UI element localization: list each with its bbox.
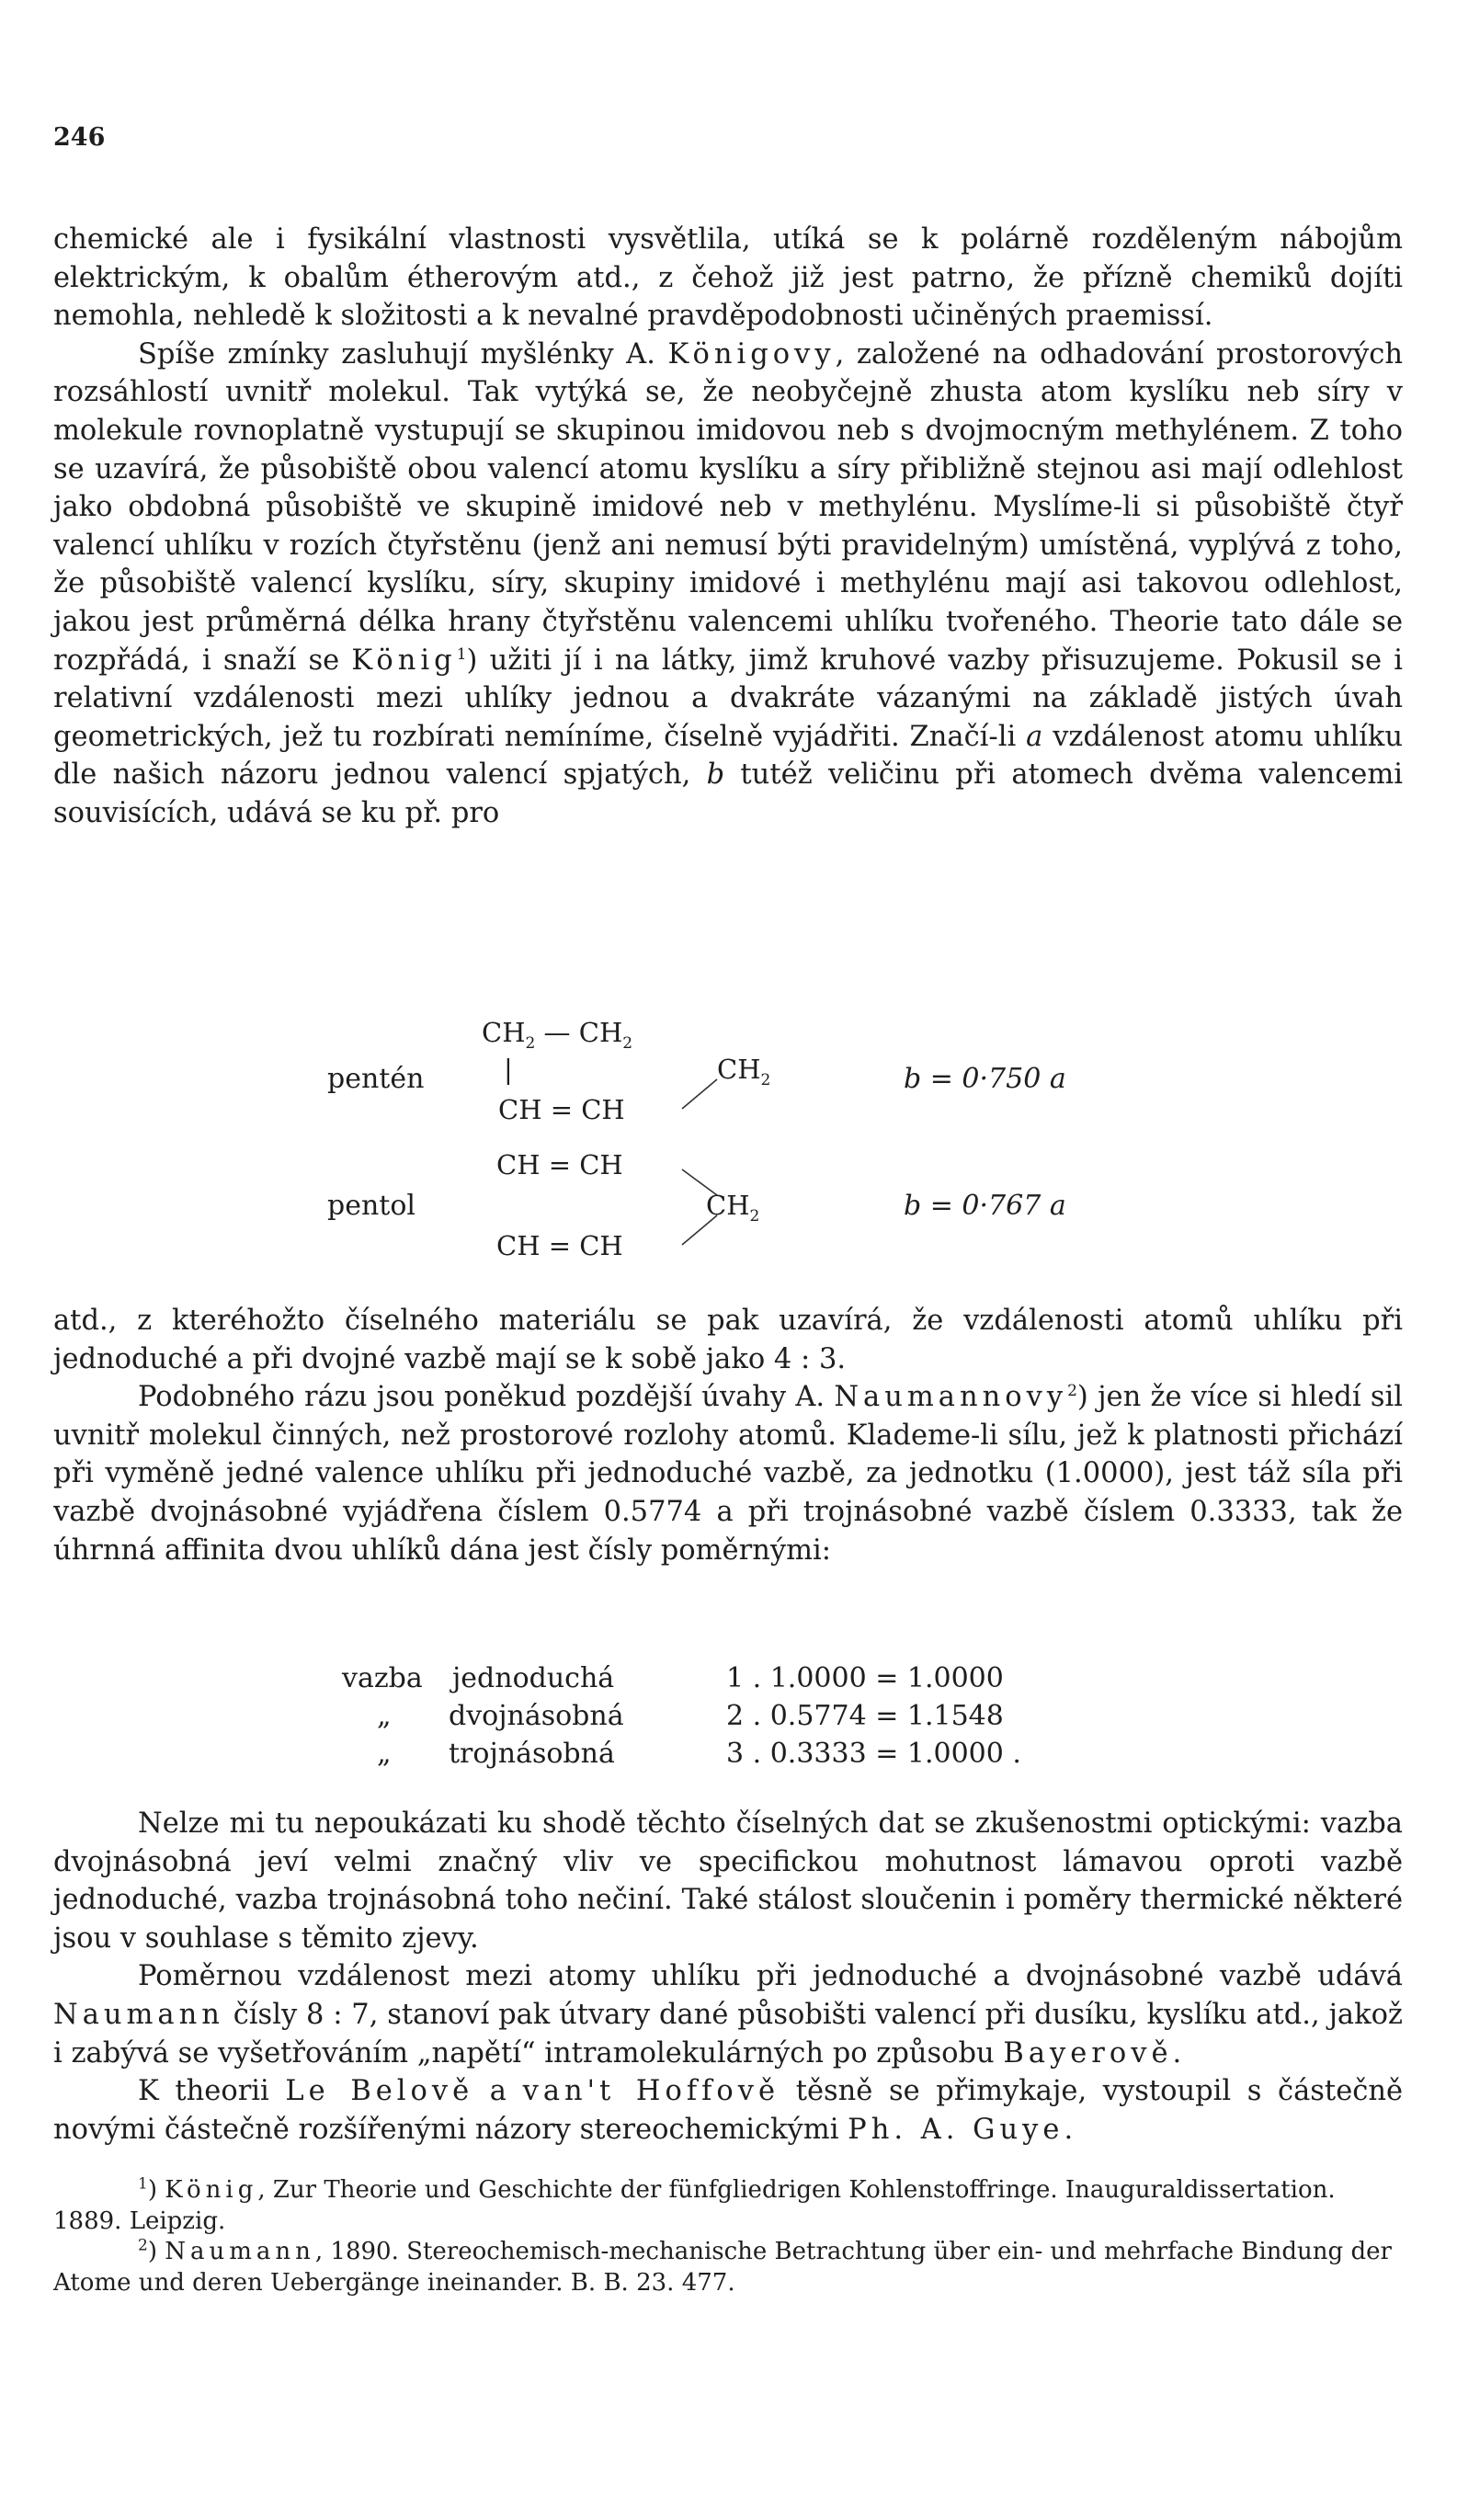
author-name: Bayerově [1003,2036,1173,2070]
affinity-prefix: „ [377,1738,392,1770]
affinity-label: jednoduchá [452,1662,615,1694]
affinity-formula: 1 . 1.0000 = 1.0000 [726,1662,1004,1694]
formula-label-pentol: pentol [327,1190,415,1222]
paragraph-6: Poměrnou vzdálenost mezi atomy uhlíku při jednoduché a dvojnásobné vazbě udává Naumann čísly 8 : 7, stanoví pak útvary dané působišti valencí při dusíku, kyslíku atd., jakož i zabývá se vyšetřováním „napětí“ intramolekulárných po způsobu Bayerově. [53,1960,1403,2070]
bond-line [680,1212,726,1249]
paragraph-4: Podobného rázu jsou poněkud pozdější úvahy A. Naumannovy$^2$) jen že více si hledí sil uvnitř molekul činných, než prostorové rozlohy atomů. Klademe-li sílu, jež k platnosti přichází při vyměně jedné valence uhlíku při jednoduché vazbě, za jednotku (1.0000), jest táž síla při vazbě dvojnásobné vyjádřena číslem 0.5774 a při trojnásobné vazbě číslem 0.3333, tak že úhrnná affinita dvou uhlíků dána jest čísly poměrnými: [53,1381,1403,1567]
formula-label-penten: pentén [327,1063,425,1095]
affinity-prefix: „ [377,1700,392,1732]
author-name: Ph. A. Guye [848,2113,1064,2146]
main-text-bottom [53,1805,1403,2149]
formula-pentol-top: CH = CH [496,1149,623,1180]
affinity-prefix: vazba [342,1662,423,1694]
affinity-label: dvojnásobná [449,1700,624,1732]
page-number: 246 [53,123,106,152]
formula-pentol-right: $CH_2$ [706,1190,760,1226]
formula-penten-right: $CH_2$ [717,1054,771,1089]
affinity-label: trojnásobná [449,1738,615,1770]
author-name: König [351,644,457,677]
formula-value-penten: b = 0·750 a [904,1063,1066,1095]
formula-pentol-bottom: CH = CH [496,1230,623,1261]
paragraph-7: K theorii Le Belově a van't Hoffově těsně se přimykaje, vystoupil s částečně novými částečně rozšířenými názory stereochemickými Ph. A. Guye. [53,2075,1404,2146]
footnote-ref: 2 [1067,1382,1077,1401]
bond-line [680,1076,726,1112]
formula-bond-vertical: | [504,1054,513,1085]
main-text-upper [53,221,1403,833]
affinity-formula: 2 . 0.5774 = 1.1548 [726,1700,1004,1732]
author-name: van't Hoffově [522,2075,780,2108]
paragraph-2: Spíše zmínky zasluhují myšlénky A. Königovy, založené na odhadování prostorových rozsáhlostí uvnitř molekul. Tak vytýká se, že neobyčejně zhusta atom kyslíku neb síry v molekule rovnoplatně vystupují se skupinou imidovou neb s dvojmocným methylénem. Z toho se uzavírá, že působiště obou valencí atomu kyslíku a síry přibližně stejnou asi mají odlehlost jako obdobná působiště ve skupině imidové neb v methylénu. Myslíme-li si působiště čtyř valencí uhlíku v rozích čtyřstěnu (jenž ani nemusí býti pravidelným) umístěná, vyplývá z toho, že působiště valencí kyslíku, síry, skupiny imidové i methylénu mají asi takovou odlehlost, jakou jest průměrná délka hrany čtyřstěnu valencemi uhlíku tvořeného. Theorie tato dále se rozpřádá, i snaží se König$^1$) užiti jí i na látky, jimž kruhové vazby přisuzujeme. Pokusil se i relativní vzdálenosti mezi uhlíky jednou a dvakráte vázanými na základě jistých úvah geometrických, jež tu rozbírati nemíníme, číselně vyjádřiti. Značí-li a vzdálenost atomu uhlíku dle našich názoru jednou valencí spjatých, b tutéž veličinu při atomech dvěma valencemi souvisících, udává se ku př. pro [53,337,1403,829]
paragraph-1: chemické ale i fysikální vlastnosti vysvětlila, utíká se k polárně rozděleným nábojům elektrickým, k obalům étherovým atd., z čehož již jest patrno, že přízně chemiků dojíti nemohla, nehledě k složitosti a k nevalné pravděpodobnosti učiněných praemissí. [53,223,1403,333]
footnotes [53,2175,1403,2298]
footnote: $^1$) König, Zur Theorie und Geschichte der fünfgliedrigen Kohlenstoffringe. Inauguraldissertation. 1889. Leipzig. [53,2174,1336,2235]
formula-value-pentol: b = 0·767 a [904,1190,1066,1222]
author-name: Le Belově [285,2075,474,2108]
author-name: Naumannovy [834,1381,1068,1414]
paragraph-3: atd., z kteréhožto číselného materiálu se pak uzavírá, že vzdálenosti atomů uhlíku při jednoduché a při dvojné vazbě mají se k sobě jako 4 : 3. [53,1305,1403,1375]
author-name: Naumann [53,1998,224,2031]
footnote: $^2$) Naumann, 1890. Stereochemisch-mechanische Betrachtung über ein- und mehrfache Bindung der Atome und deren Uebergänge ineinander. B. B. 23. 477. [53,2236,1392,2297]
author-name: Königovy [667,337,836,371]
footnote-ref: 1 [456,644,467,664]
paragraph-5: Nelze mi tu nepoukázati ku shodě těchto číselných dat se zkušenostmi optickými: vazba dvojnásobná jeví velmi značný vliv ve specifickou mohutnost lámavou oproti vazbě jednoduché, vazba trojnásobná toho nečiní. Také stálost sloučenin i poměry thermické některé jsou v souhlase s těmito zjevy. [53,1807,1403,1955]
main-text-lower [53,1302,1403,1569]
formula-penten-top: $CH_2$ — $CH_2$ [482,1017,633,1053]
affinity-formula: 3 . 0.3333 = 1.0000 . [726,1738,1021,1770]
formula-penten-bottom: CH = CH [498,1094,625,1125]
